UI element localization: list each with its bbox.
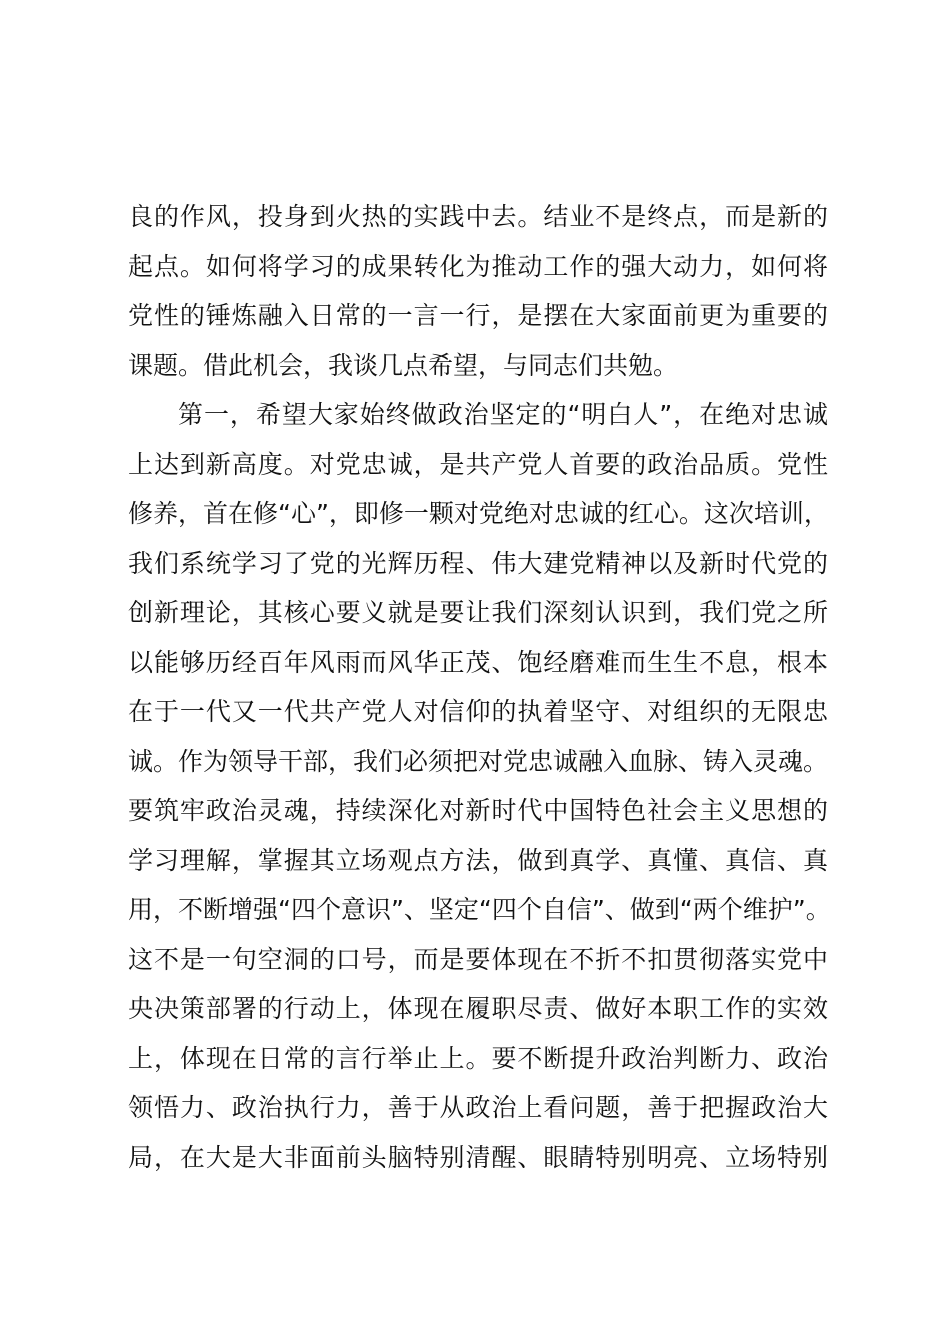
paragraph-1 bbox=[128, 192, 828, 390]
text-line: 要筑牢政治灵魂，持续深化对新时代中国特色社会主义思想的 bbox=[128, 796, 828, 825]
text-line: 以能够历经百年风雨而风华正茂、饱经磨难而生生不息，根本 bbox=[128, 647, 828, 677]
text-line: 修养，首在修“心”，即修一颗对党绝对忠诚的红心。这次培训， bbox=[128, 499, 829, 528]
text-line: 上，体现在日常的言行举止上。要不断提升政治判断力、政治 bbox=[128, 1043, 828, 1073]
paragraph-2 bbox=[128, 390, 831, 1182]
text-line: 第一，希望大家始终做政治坚定的“明白人”，在绝对忠诚 bbox=[178, 400, 828, 429]
text-line: 创新理论，其核心要义就是要让我们深刻认识到，我们党之所 bbox=[128, 598, 828, 627]
text-line: 这不是一句空洞的口号，而是要体现在不折不扣贯彻落实党中 bbox=[128, 944, 828, 974]
text-line: 党性的锤炼融入日常的一言一行，是摆在大家面前更为重要的 bbox=[128, 301, 828, 330]
text-line: 诚。作为领导干部，我们必须把对党忠诚融入血脉、铸入灵魂。 bbox=[128, 746, 829, 776]
document-body bbox=[128, 192, 831, 1182]
text-line: 央决策部署的行动上，体现在履职尽责、做好本职工作的实效 bbox=[128, 994, 828, 1023]
text-line: 用，不断增强“四个意识”、坚定“四个自信”、做到“两个维护”。 bbox=[128, 895, 831, 924]
text-line: 学习理解，掌握其立场观点方法，做到真学、真懂、真信、真 bbox=[128, 845, 828, 875]
text-line: 局，在大是大非面前头脑特别清醒、眼睛特别明亮、立场特别 bbox=[128, 1142, 828, 1172]
text-line: 起点。如何将学习的成果转化为推动工作的强大动力，如何将 bbox=[128, 251, 828, 281]
text-line: 良的作风，投身到火热的实践中去。结业不是终点，而是新的 bbox=[128, 202, 828, 231]
text-line: 我们系统学习了党的光辉历程、伟大建党精神以及新时代党的 bbox=[128, 548, 828, 578]
text-line: 课题。借此机会，我谈几点希望，与同志们共勉。 bbox=[128, 350, 679, 380]
text-line: 领悟力、政治执行力，善于从政治上看问题，善于把握政治大 bbox=[128, 1093, 828, 1122]
text-line: 上达到新高度。对党忠诚，是共产党人首要的政治品质。党性 bbox=[128, 449, 828, 479]
text-line: 在于一代又一代共产党人对信仰的执着坚守、对组织的无限忠 bbox=[128, 697, 828, 726]
